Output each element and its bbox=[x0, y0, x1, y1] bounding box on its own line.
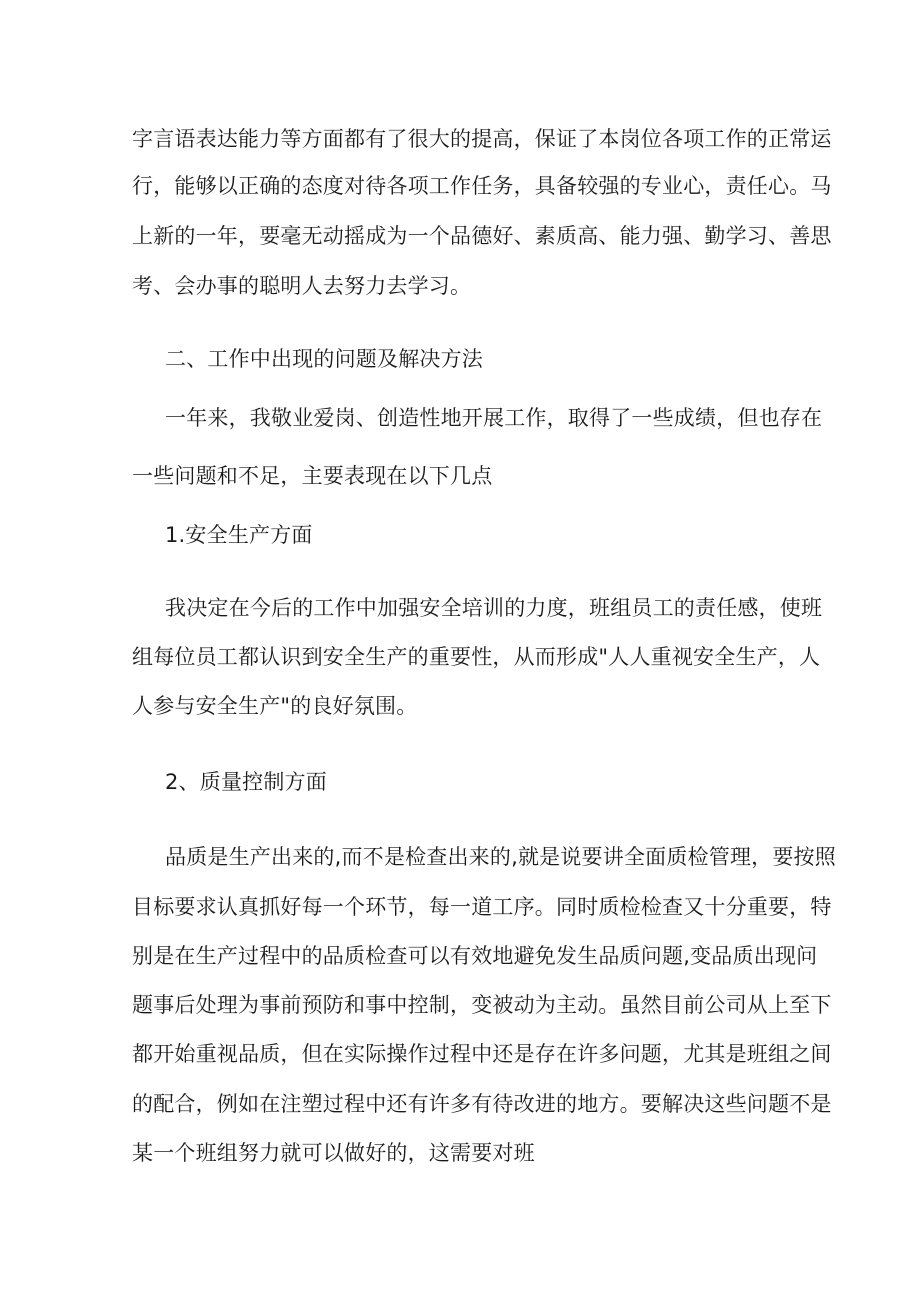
paragraph-line: 考、会办事的聪明人去努力去学习。 bbox=[132, 274, 472, 298]
subheading: 1.安全生产方面 bbox=[165, 523, 313, 547]
paragraph-line: 组每位员工都认识到安全生产的重要性，从而形成"人人重视安全生产，人 bbox=[132, 645, 821, 669]
paragraph-line: 目标要求认真抓好每一个环节，每一道工序。同时质检检查又十分重要，特 bbox=[132, 895, 832, 919]
paragraph-line: 人参与安全生产"的良好氛围。 bbox=[132, 694, 418, 718]
paragraph-line: 字言语表达能力等方面都有了很大的提高，保证了本岗位各项工作的正常运 bbox=[132, 127, 832, 151]
paragraph-line: 某一个班组努力就可以做好的，这需要对班 bbox=[132, 1141, 535, 1165]
paragraph-line: 我决定在今后的工作中加强安全培训的力度，班组员工的责任感，使班 bbox=[165, 596, 823, 620]
paragraph-line: 别是在生产过程中的品质检查可以有效地避免发生品质问题,变品质出现问 bbox=[132, 944, 818, 968]
paragraph-line: 都开始重视品质，但在实际操作过程中还是存在许多问题，尤其是班组之间 bbox=[132, 1042, 832, 1066]
paragraph-line: 题事后处理为事前预防和事中控制，变被动为主动。虽然目前公司从上至下 bbox=[132, 993, 832, 1017]
section-heading: 二、工作中出现的问题及解决方法 bbox=[165, 347, 483, 371]
paragraph-line: 一年来，我敬业爱岗、创造性地开展工作，取得了一些成绩，但也存在 bbox=[165, 406, 823, 430]
paragraph-line: 的配合，例如在注塑过程中还有许多有待改进的地方。要解决这些问题不是 bbox=[132, 1092, 832, 1116]
paragraph-line: 行，能够以正确的态度对待各项工作任务，具备较强的专业心，责任心。马 bbox=[132, 174, 832, 198]
paragraph-line: 品质是生产出来的,而不是检查出来的,就是说要讲全面质检管理，要按照 bbox=[165, 845, 836, 869]
paragraph-line: 上新的一年，要毫无动摇成为一个品德好、素质高、能力强、勤学习、善思 bbox=[132, 224, 832, 248]
subheading: 2、质量控制方面 bbox=[165, 770, 327, 794]
paragraph-line: 一些问题和不足，主要表现在以下几点 bbox=[132, 464, 493, 488]
